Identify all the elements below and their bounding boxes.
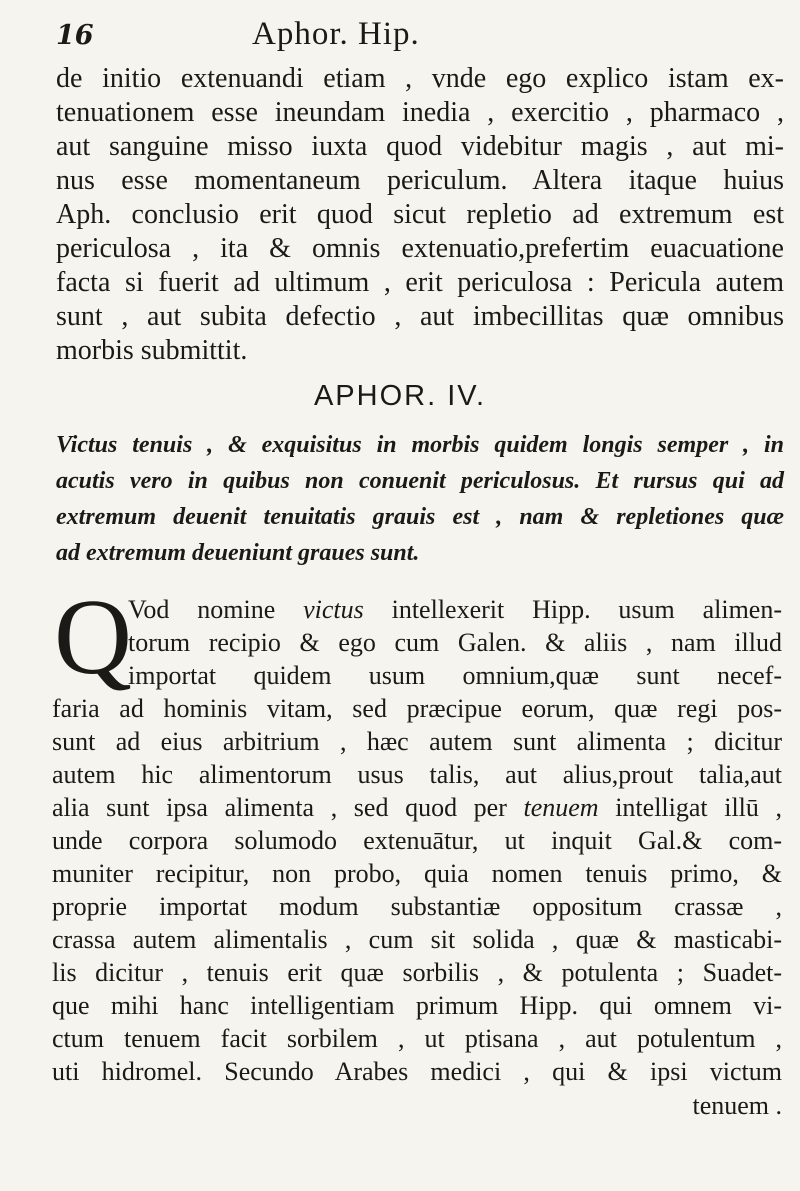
aphorism-line: Victus tenuis , & exquisitus in morbis quidem longis semper , in (56, 432, 784, 458)
aphorism-line: acutis vero in quibus non conuenit periculosus. Et rursus qui ad (56, 468, 784, 494)
drop-cap: Q (54, 578, 132, 697)
commentary-line: alia sunt ipsa alimenta , sed quod per tenuem intelligat illū , (52, 793, 783, 822)
commentary-line: uti hidromel. Secundo Arabes medici , qui & ipsi victum (52, 1057, 782, 1086)
aphorism-heading: APHOR. IV. (313, 380, 487, 412)
commentary-line: proprie importat modum substantiæ oppositum crassæ , (52, 892, 782, 921)
commentary-line: ctum tenuem facit sorbilem , ut ptisana , aut potulentum , (52, 1024, 782, 1053)
intro-line: sunt , aut subita defectio , aut imbecillitas quæ omnibus (56, 301, 784, 332)
commentary-line: sunt ad eius arbitrium , hæc autem sunt alimenta ; dicitur (52, 727, 782, 756)
intro-line: facta si fuerit ad ultimum , erit periculosa : Pericula autem (56, 267, 784, 298)
intro-line: de initio extenuandi etiam , vnde ego explico istam ex- (56, 63, 784, 94)
intro-line: aut sanguine misso iuxta quod videbitur magis , aut mi- (56, 131, 784, 162)
commentary-line: importat quidem usum omnium,quæ sunt necef- (128, 661, 782, 690)
commentary-line: unde corpora solumodo extenuātur, ut inquit Gal.& com- (52, 826, 782, 855)
intro-line: tenuationem esse ineundam inedia , exercitio , pharmaco , (56, 97, 784, 128)
running-head: Aphor. Hip. (252, 16, 420, 52)
commentary-line: autem hic alimentorum usus talis, aut alius,prout talia,aut (52, 760, 782, 789)
intro-line: periculosa , ita & omnis extenuatio,prefertim euacuatione (56, 233, 784, 264)
aphorism-line: extremum deuenit tenuitatis grauis est , nam & repletiones quæ (56, 504, 784, 530)
commentary-line: torum recipio & ego cum Galen. & aliis , nam illud (128, 628, 782, 657)
page-number: 16 (56, 20, 94, 51)
intro-line: nus esse momentaneum periculum. Altera itaque huius (56, 165, 784, 196)
commentary-line: que mihi hanc intelligentiam primum Hipp. qui omnem vi- (52, 991, 782, 1020)
aphorism-line: ad extremum deueniunt graues sunt. (56, 540, 420, 566)
intro-line: morbis submittit. (56, 335, 248, 366)
commentary-line: muniter recipitur, non probo, quia nomen tenuis primo, & (52, 859, 782, 888)
catchword: tenuem . (692, 1091, 782, 1120)
commentary-line: crassa autem alimentalis , cum sit solida , quæ & masticabi- (52, 925, 782, 954)
commentary-line: faria ad hominis vitam, sed præcipue eorum, quæ regi pos- (52, 694, 782, 723)
page-header (56, 14, 776, 54)
intro-line: Aph. conclusio erit quod sicut repletio ad extremum est (56, 199, 784, 230)
commentary-line: lis dicitur , tenuis erit quæ sorbilis , & potulenta ; Suadet- (52, 958, 782, 987)
commentary-line: Vod nomine victus intellexerit Hipp. usum alimen- (128, 595, 783, 624)
